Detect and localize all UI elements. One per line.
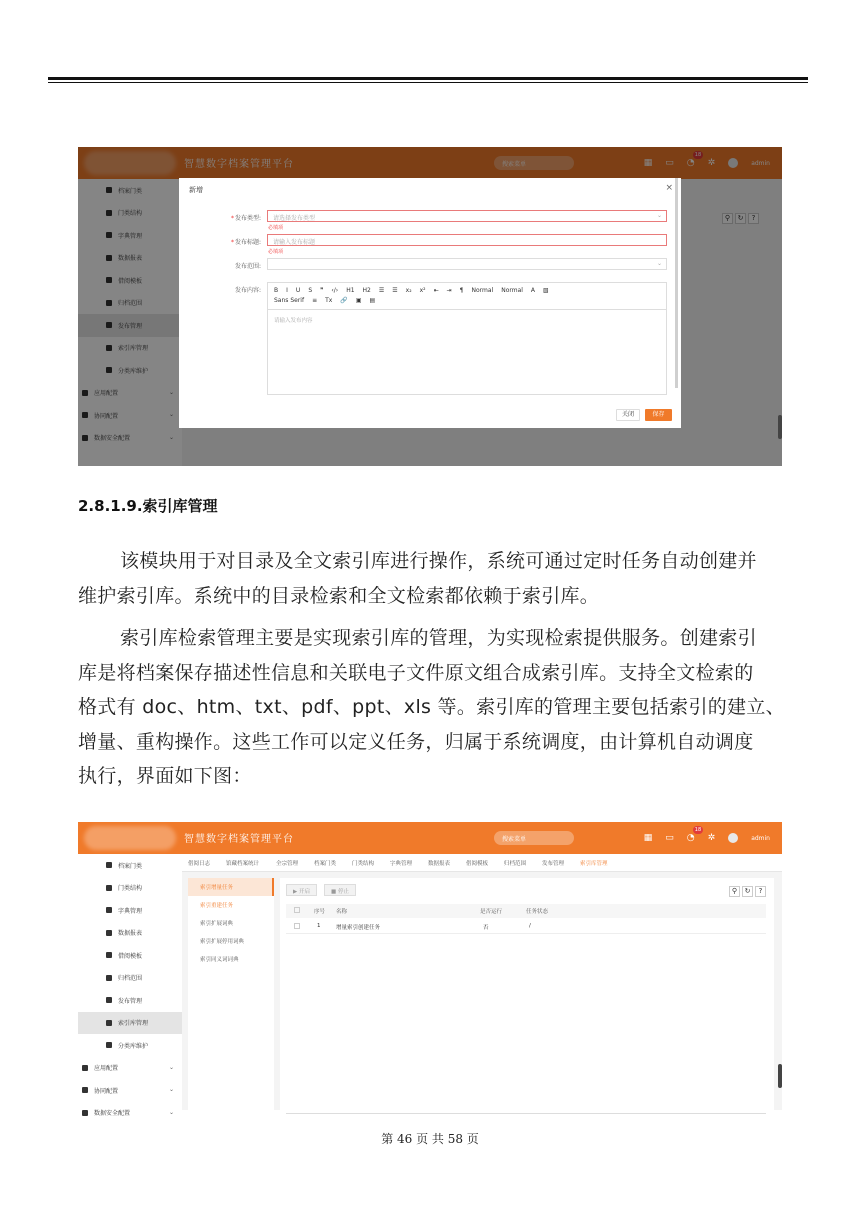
editor-tool-12[interactable]: ⇤ <box>433 287 439 294</box>
chevron-down-icon: ⌄ <box>168 1086 174 1093</box>
publish-title-error: 必填项 <box>268 249 284 255</box>
page-scroll-handle[interactable] <box>778 1064 782 1088</box>
screenshot-index-management <box>78 822 782 1118</box>
sidebar-group-security[interactable]: 数据安全配置 ⌄ <box>78 1102 182 1125</box>
row-status: / <box>529 923 531 929</box>
tab-4[interactable]: 门类结构 <box>352 861 375 867</box>
col-index: 序号 <box>314 909 326 915</box>
tab-0[interactable]: 借阅日志 <box>188 861 211 867</box>
editor-tool-13[interactable]: ⇥ <box>446 287 452 294</box>
tab-7[interactable]: 借阅模板 <box>466 861 489 867</box>
task-type-item[interactable]: 索引扩展停用词典 <box>200 939 245 945</box>
chevron-down-icon: ⌄ <box>656 260 662 267</box>
tab-5[interactable]: 字典管理 <box>390 861 413 867</box>
sidebar-item-report[interactable]: 数据报表 <box>78 922 182 945</box>
logo <box>84 826 176 850</box>
start-button[interactable]: ▶ 开启 <box>286 884 317 896</box>
sidebar-item-template[interactable]: 借阅模板 <box>78 944 182 967</box>
tab-3[interactable]: 档案门类 <box>314 861 337 867</box>
editor-body[interactable]: 请输入发布内容 <box>274 318 313 324</box>
search-icon[interactable]: ⚲ <box>722 213 733 224</box>
tab-6[interactable]: 数据报表 <box>428 861 451 867</box>
menu-search-input[interactable]: 搜索菜单 <box>494 831 574 845</box>
report-icon <box>106 930 112 936</box>
sidebar-item-structure[interactable]: 门类结构 <box>78 877 182 900</box>
task-panel <box>280 878 774 1128</box>
editor-tool-8[interactable]: ☰ <box>378 287 385 294</box>
chevron-down-icon: ⌄ <box>168 433 174 441</box>
sidebar-item-archive-type[interactable]: 档案门类 <box>78 179 182 202</box>
publish-scope-label: 发布范围: <box>234 263 261 270</box>
sidebar-item-dictionary[interactable]: 字典管理 <box>78 224 182 247</box>
editor-tool-6[interactable]: H1 <box>346 287 355 294</box>
sidebar-item-dictionary[interactable]: 字典管理 <box>78 899 182 922</box>
app-icon <box>82 1065 88 1071</box>
page-scroll-handle[interactable] <box>778 415 782 439</box>
editor-tool-row2-3[interactable]: 🔗 <box>340 297 348 304</box>
main-area <box>182 854 782 1110</box>
editor-tool-row2-0[interactable]: Sans Serif <box>274 297 305 304</box>
screenshot-publish-dialog <box>78 147 782 466</box>
cart-icon[interactable]: ▭ <box>665 833 674 843</box>
col-name: 名称 <box>336 909 348 915</box>
task-type-item[interactable]: 索引增量任务 <box>188 878 274 896</box>
editor-tool-4[interactable]: ❞ <box>320 287 324 294</box>
sidebar <box>78 854 182 1118</box>
grid-icon[interactable]: ▦ <box>643 833 653 843</box>
row-running: 否 <box>483 925 489 931</box>
category-icon <box>106 1042 112 1048</box>
editor-tool-2[interactable]: U <box>295 287 301 294</box>
sidebar-item-scope[interactable]: 归档范围 <box>78 967 182 990</box>
task-type-list <box>188 878 274 1128</box>
index-icon <box>106 1020 112 1026</box>
refresh-icon[interactable]: ↻ <box>735 213 746 224</box>
search-icon[interactable]: ⚲ <box>729 886 740 897</box>
paragraph-2: 索引库检索管理主要是实现索引库的管理，为实现检索提供服务。创建索引 库是将档案保存描述性信息和关联电子文件原文组合成索引库。支持全文检索的 格式有 doc、htm、txt、pdf、ppt、xls 等。索引库的管理主要包括索引的建立、 增量、重构操作。这些工作可以定义任务，归属于系统调度，由计算机自动调度 执行，界面如下图： <box>78 627 785 788</box>
publish-title-label: *发布标题: <box>230 239 261 246</box>
cart-icon[interactable]: ▭ <box>665 158 674 168</box>
editor-tool-row2-2[interactable]: Tx <box>325 297 333 304</box>
sidebar-item-category[interactable]: 分类库维护 <box>78 1034 182 1057</box>
table-row[interactable] <box>286 920 766 934</box>
sidebar-item-publish[interactable]: 发布管理 <box>78 314 182 337</box>
sidebar-group-app[interactable]: 应用配置 ⌄ <box>78 382 182 405</box>
publish-scope-select[interactable] <box>267 258 667 270</box>
paragraph-1: 该模块用于对目录及全文索引库进行操作，系统可通过定时任务自动创建并 维护索引库。系统中的目录检索和全文检索都依赖于索引库。 <box>78 550 757 607</box>
publish-type-error: 必填项 <box>268 225 284 231</box>
chevron-down-icon: ⌄ <box>168 388 174 396</box>
chevron-down-icon: ⌄ <box>168 1108 174 1116</box>
row-checkbox[interactable] <box>294 923 300 929</box>
tab-10[interactable]: 索引库管理 <box>580 861 608 867</box>
template-icon <box>106 952 112 958</box>
section-heading: 2.8.1.9.索引库管理 <box>78 497 218 515</box>
gear-icon[interactable]: ✲ <box>707 158 716 168</box>
publish-type-label: *发布类型: <box>230 215 261 222</box>
publish-type-select[interactable]: 请选择发布类型 ⌄ <box>267 210 667 222</box>
app-title: 智慧数字档案管理平台 <box>184 159 294 170</box>
sidebar-item-report[interactable]: 数据报表 <box>78 247 182 270</box>
sidebar-item-template[interactable]: 借阅模板 <box>78 269 182 292</box>
page-footer: 第 46 页 共 58 页 <box>381 1132 479 1146</box>
task-type-item[interactable]: 索引同义词词典 <box>200 957 239 963</box>
sidebar-item-structure[interactable]: 门类结构 <box>78 202 182 225</box>
tab-9[interactable]: 发布管理 <box>542 861 565 867</box>
chevron-down-icon: ⌄ <box>656 212 662 219</box>
book-icon <box>106 907 112 913</box>
users-icon <box>82 1087 88 1093</box>
dialog-title: 新增 <box>189 186 203 194</box>
menu-search-input[interactable]: 搜索菜单 <box>494 156 574 170</box>
sidebar-item-scope[interactable]: 归档范围 <box>78 292 182 315</box>
chevron-down-icon: ⌄ <box>168 411 174 418</box>
row-index: 1 <box>317 923 321 929</box>
bell-icon[interactable]: ◔ 18 <box>686 827 702 843</box>
editor-tool-1[interactable]: I <box>286 287 288 294</box>
header-rule-thin <box>48 82 808 83</box>
tab-8[interactable]: 归档范围 <box>504 861 527 867</box>
grid-icon <box>106 862 112 868</box>
flag-icon <box>106 975 112 981</box>
bell-icon[interactable]: ◔ 18 <box>686 152 702 168</box>
megaphone-icon <box>106 997 112 1003</box>
user-name[interactable]: admin <box>751 834 770 842</box>
editor-tool-14[interactable]: ¶ <box>459 287 464 294</box>
task-type-item[interactable]: 索引重建任务 <box>200 903 234 909</box>
close-button[interactable]: 关闭 <box>616 409 640 421</box>
user-name[interactable]: admin <box>751 159 770 167</box>
add-dialog <box>179 178 681 428</box>
avatar[interactable] <box>728 833 738 843</box>
editor-tool-7[interactable]: H2 <box>362 287 371 294</box>
table-header <box>286 904 766 918</box>
close-icon[interactable]: × <box>665 183 673 193</box>
sidebar-item-index[interactable]: 索引库管理 <box>78 1012 182 1035</box>
app-topbar <box>78 822 782 854</box>
col-status: 任务状态 <box>526 909 549 915</box>
save-button[interactable]: 保存 <box>645 409 672 421</box>
tab-2[interactable]: 全宗管理 <box>276 861 299 867</box>
sidebar-item-publish[interactable]: 发布管理 <box>78 989 182 1012</box>
table-footer-line <box>286 1113 766 1114</box>
app-title: 智慧数字档案管理平台 <box>184 834 294 845</box>
sidebar-item-archive-type[interactable]: 档案门类 <box>78 854 182 877</box>
dialog-scrollbar[interactable] <box>675 178 678 388</box>
chevron-down-icon: ⌄ <box>168 1063 174 1071</box>
publish-title-input[interactable]: 请输入发布标题 <box>267 234 667 246</box>
refresh-icon[interactable]: ↻ <box>742 886 753 897</box>
notification-badge: 18 <box>694 827 702 833</box>
editor-tool-10[interactable]: x₂ <box>405 287 412 294</box>
tab-bar <box>182 854 782 872</box>
editor-tool-row2-4[interactable]: ▣ <box>355 297 362 304</box>
sidebar-item-category[interactable]: 分类库维护 <box>78 359 182 382</box>
sidebar-group-app[interactable]: 应用配置 ⌄ <box>78 1057 182 1080</box>
col-running: 是否运行 <box>480 909 503 915</box>
editor-tool-16[interactable]: Normal <box>501 287 523 294</box>
rich-text-editor[interactable] <box>267 282 667 395</box>
row-name: 增量索引创建任务 <box>336 925 381 931</box>
content-label: 发布内容: <box>234 287 261 294</box>
editor-tool-9[interactable]: ☰ <box>392 287 398 294</box>
editor-tool-15[interactable]: Normal <box>471 287 494 294</box>
stop-button[interactable]: ■ 停止 <box>324 884 356 896</box>
sidebar-group-collab[interactable]: 协同配置 ⌄ <box>78 1079 182 1102</box>
sidebar-group-collab[interactable]: 协同配置 ⌄ <box>78 404 182 427</box>
help-icon[interactable]: ? <box>755 886 766 897</box>
task-type-item[interactable]: 索引扩展词典 <box>200 921 234 927</box>
editor-tool-17[interactable]: A <box>530 287 536 294</box>
sidebar-group-security[interactable]: 数据安全配置 ⌄ <box>78 427 182 450</box>
editor-tool-row2-5[interactable]: ▤ <box>369 297 376 304</box>
editor-tool-11[interactable]: x² <box>419 287 426 294</box>
editor-tool-18[interactable]: ▧ <box>543 287 549 294</box>
editor-toolbar <box>268 283 666 310</box>
structure-icon <box>106 885 112 891</box>
gear-icon[interactable]: ✲ <box>707 833 716 843</box>
notification-badge: 18 <box>694 152 702 158</box>
editor-tool-3[interactable]: S <box>308 287 313 294</box>
select-all-checkbox[interactable] <box>294 907 300 913</box>
grid-icon[interactable]: ▦ <box>643 158 653 168</box>
header-rule-thick <box>48 77 808 80</box>
help-icon[interactable]: ? <box>748 213 759 224</box>
editor-tool-5[interactable]: ‹/› <box>331 287 339 294</box>
editor-tool-0[interactable]: B <box>274 287 279 294</box>
shield-icon <box>82 1110 88 1116</box>
tab-1[interactable]: 馆藏档案统计 <box>226 861 260 867</box>
sidebar-item-index[interactable]: 索引库管理 <box>78 337 182 360</box>
editor-tool-row2-1[interactable]: ≡ <box>312 297 318 304</box>
